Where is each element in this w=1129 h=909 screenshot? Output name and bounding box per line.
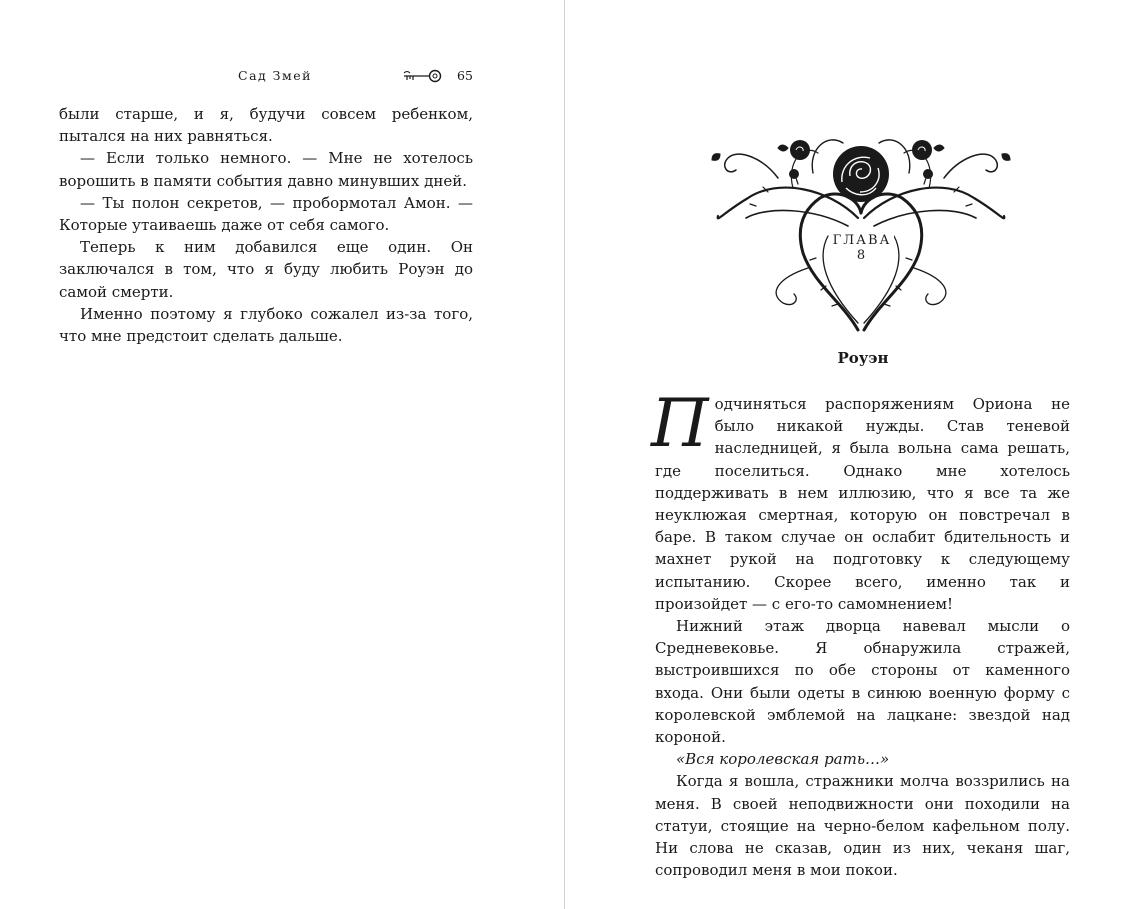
- page-gutter: [564, 0, 565, 909]
- running-title: Сад Змей: [238, 68, 312, 83]
- paragraph: — Если только немного. — Мне не хотелось ворошить в памяти события давно минувших дней.: [59, 149, 473, 190]
- paragraph: Нижний этаж дворца навевал мысли о Средневековье. Я обнаружила стражей, выстроившихся по обе стороны от каменного входа. Они были одеты в синюю военную форму с королевской эмблемой на лацкане: звездой над короной.: [655, 617, 1070, 747]
- paragraph: Именно поэтому я глубоко сожалел из-за того, что мне предстоит сделать дальше.: [59, 304, 473, 346]
- left-page-text: [59, 103, 473, 347]
- paragraph: — Ты полон секретов, — пробормотал Амон. — Которые утаиваешь даже от себя самого.: [59, 193, 473, 235]
- opening-paragraph: [651, 385, 1070, 615]
- paragraph: Когда я вошла, стражники молча воззрились на меня. В своей неподвижности они походили на статуи, стоящие на черно-белом кафельном полу. Ни слова не сказав, один из них, чеканя шаг, сопроводил меня в мои покои.: [655, 772, 1070, 880]
- chapter-title: Роуэн: [837, 349, 889, 367]
- key-icon: [402, 68, 442, 84]
- rose-heart-ornament-icon: [708, 118, 1014, 338]
- paragraph: Теперь к ним добавился еще один. Он заключался в том, что я буду любить Роуэн до самой смерти.: [59, 238, 473, 301]
- right-page-text: [651, 385, 1070, 881]
- chapter-label: ГЛАВА 8: [830, 233, 894, 263]
- page-number: 65: [457, 68, 473, 83]
- opening-paragraph-text: одчиняться распоряжениям Ориона не было никакой нужды. Став теневой наследницей, я была вольна сама решать, где поселиться. Однако мне хотелось поддерживать в нем иллюзию, что я все та же неуклюжая смертная, которую он повстречал в баре. В таком случае он ослабит бдительность и махнет рукой на подготовку к следующему испытанию. Скорее всего, именно так и произойдет — с его-то самомнением!: [655, 395, 1070, 613]
- paragraph: были старше, и я, будучи совсем ребенком, пытался на них равняться.: [59, 105, 473, 146]
- drop-cap: П: [651, 385, 709, 462]
- quote-line: «Вся королевская рать…»: [676, 750, 890, 769]
